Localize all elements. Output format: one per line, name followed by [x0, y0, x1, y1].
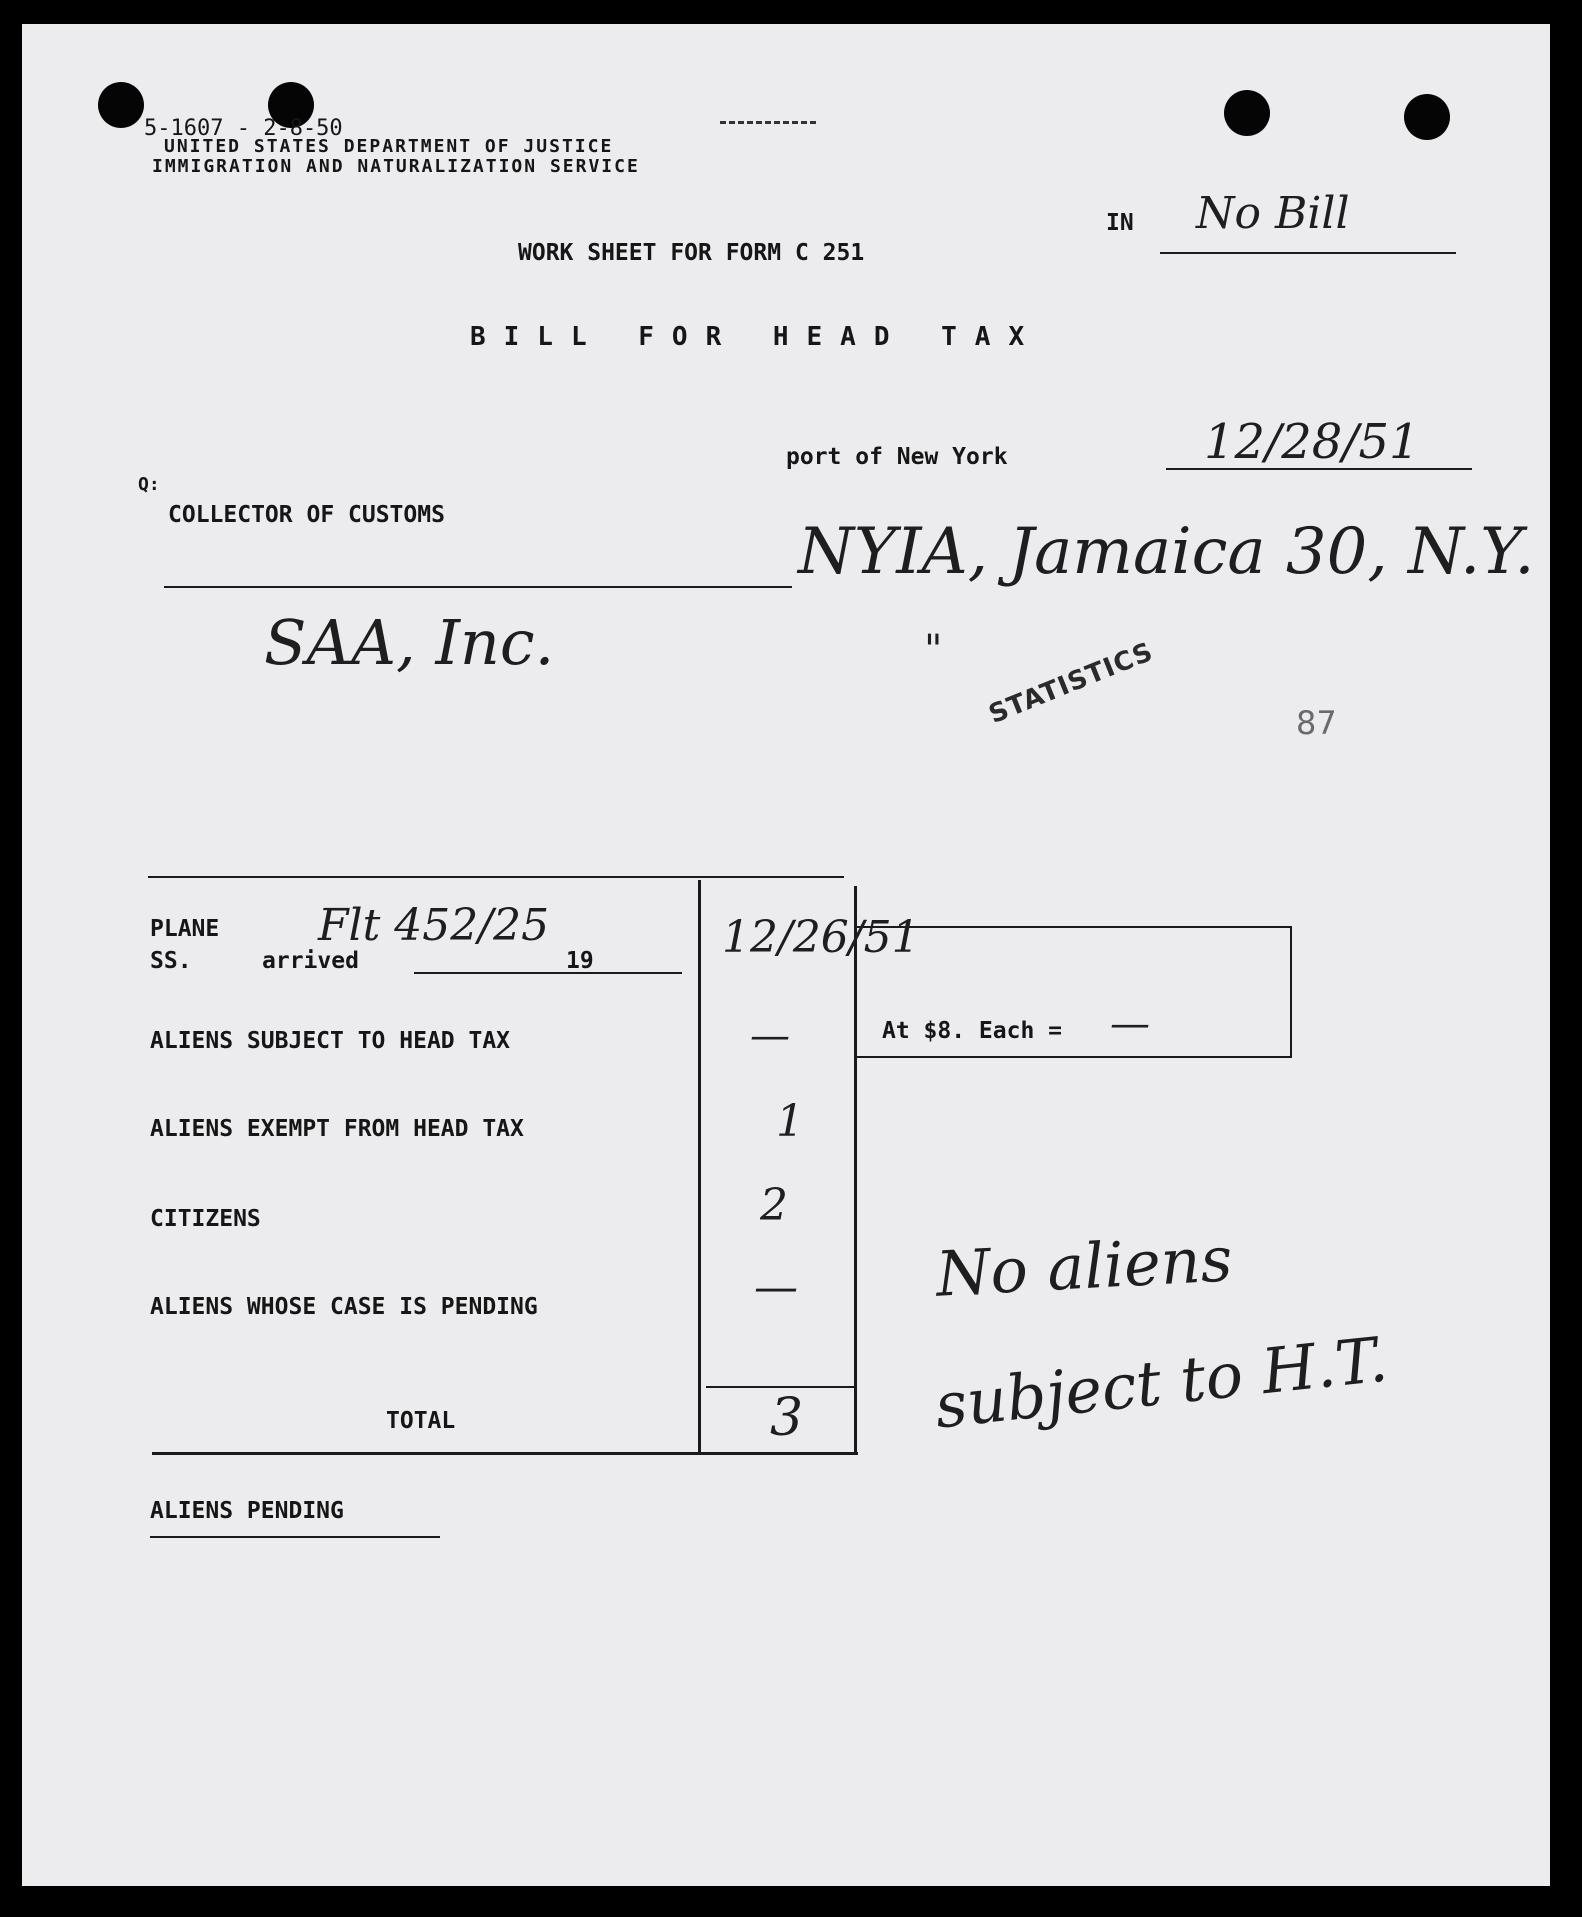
- total-value: 3: [770, 1388, 804, 1448]
- table-divider-left: [698, 880, 701, 1452]
- to-label: Q:: [138, 474, 160, 495]
- collector-label: COLLECTOR OF CUSTOMS: [168, 502, 445, 528]
- port-date-handwritten: 12/28/51: [1204, 414, 1420, 470]
- total-label: TOTAL: [386, 1408, 456, 1434]
- port-label: port of New York: [786, 444, 1008, 470]
- bill-title: BILL FOR HEAD TAX: [470, 322, 1043, 352]
- arrival-date-handwritten: 12/26/51: [722, 912, 920, 963]
- flight-handwritten: Flt 452/25: [318, 900, 550, 951]
- stamp-number: 87: [1296, 704, 1337, 742]
- year-prefix: 19: [566, 948, 594, 974]
- in-value-handwritten: No Bill: [1196, 188, 1350, 239]
- row-label-exempt: ALIENS EXEMPT FROM HEAD TAX: [150, 1116, 524, 1142]
- location-handwritten: NYIA, Jamaica 30, N.Y.: [798, 515, 1535, 589]
- row-value-pending: —: [754, 1262, 798, 1313]
- in-underline: [1160, 252, 1456, 254]
- row-label-subject: ALIENS SUBJECT TO HEAD TAX: [150, 1028, 511, 1054]
- carrier-handwritten: SAA, Inc.: [264, 606, 555, 679]
- arrival-underline: [414, 972, 682, 974]
- rate-label: At $8. Each =: [882, 1018, 1063, 1044]
- ditto-mark: ": [924, 627, 943, 673]
- row-value-exempt: 1: [776, 1096, 804, 1147]
- service-name: IMMIGRATION AND NATURALIZATION SERVICE: [152, 156, 640, 177]
- aliens-pending-label: ALIENS PENDING: [150, 1498, 344, 1524]
- row-value-subject: —: [750, 1013, 790, 1059]
- row-value-citizens: 2: [760, 1180, 788, 1231]
- punch-hole-1: [98, 82, 144, 128]
- dash-mark: [720, 121, 816, 124]
- table-top-border: [148, 876, 844, 878]
- plane-label: PLANE: [150, 916, 220, 942]
- ss-label: SS.: [150, 948, 192, 974]
- statistics-stamp: STATISTICS: [984, 636, 1158, 730]
- punch-hole-3: [1224, 90, 1270, 136]
- date-underline: [1166, 468, 1472, 470]
- arrived-label: arrived: [262, 948, 359, 974]
- collector-underline: [164, 586, 792, 588]
- rate-value: —: [1110, 1001, 1150, 1047]
- table-bottom-border: [152, 1452, 858, 1455]
- form-title: WORK SHEET FOR FORM C 251: [518, 240, 865, 266]
- row-label-pending: ALIENS WHOSE CASE IS PENDING: [150, 1294, 538, 1320]
- punch-hole-4: [1404, 94, 1450, 140]
- in-label: IN: [1106, 210, 1134, 236]
- note-line-1: No aliens: [934, 1222, 1235, 1311]
- note-line-2: subject to H.T.: [931, 1322, 1391, 1443]
- department-name: UNITED STATES DEPARTMENT OF JUSTICE: [164, 136, 614, 157]
- file-number: 5-1607 - 2-8-50: [144, 116, 343, 141]
- aliens-pending-underline: [150, 1536, 440, 1538]
- row-label-citizens: CITIZENS: [150, 1206, 261, 1232]
